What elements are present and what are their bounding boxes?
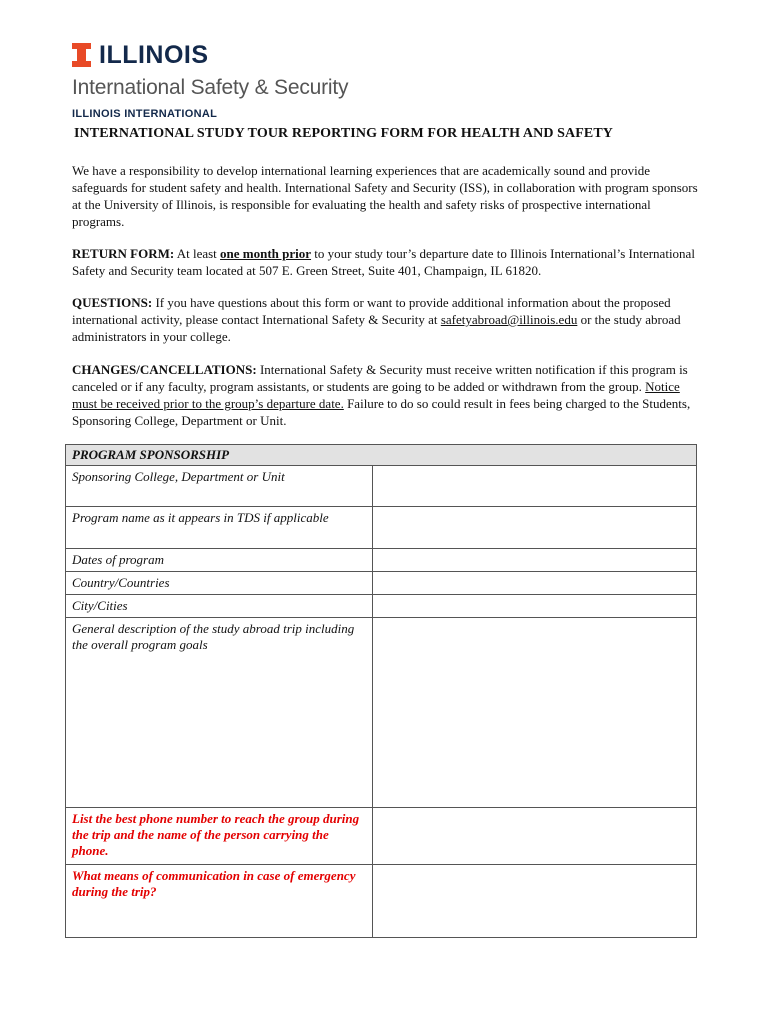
field-label: Sponsoring College, Department or Unit — [66, 466, 373, 507]
phone-contact-field[interactable] — [373, 808, 697, 865]
program-description-field[interactable] — [373, 618, 697, 808]
changes-text-a: International Safety & Security must receive written notification if this program is canceled or if any faculty, program assistants, or students are going to be added or withdrawn from the group. — [72, 362, 688, 394]
table-row — [66, 572, 697, 595]
field-label: Country/Countries — [66, 572, 373, 595]
program-name-field[interactable] — [373, 507, 697, 549]
program-dates-field[interactable] — [373, 549, 697, 572]
field-label: Program name as it appears in TDS if applicable — [66, 507, 373, 549]
field-label: What means of communication in case of emergency during the trip? — [66, 865, 373, 938]
table-row — [66, 466, 697, 507]
table-row — [66, 549, 697, 572]
cities-field[interactable] — [373, 595, 697, 618]
sponsoring-unit-field[interactable] — [373, 466, 697, 507]
questions-label: QUESTIONS: — [72, 295, 153, 310]
questions-text-a: If you have questions about this form or want to provide additional information about the proposed international activity, please contact International Safety & Security at — [72, 295, 671, 327]
section-header: PROGRAM SPONSORSHIP — [66, 445, 697, 466]
form-title: INTERNATIONAL STUDY TOUR REPORTING FORM FOR HEALTH AND SAFETY — [74, 126, 613, 141]
org-name: ILLINOIS INTERNATIONAL — [72, 108, 218, 120]
unit-name: International Safety & Security — [72, 76, 349, 99]
return-form-label: RETURN FORM: — [72, 246, 175, 261]
illinois-logo — [72, 42, 348, 120]
intro-paragraph: We have a responsibility to develop international learning experiences that are academically sound and provide safeguards for student safety and health. International Safety and Security (ISS), in collaboration with program sponsors at the University of Illinois, is responsible for evaluating the health and safety risks of prospective international programs. — [72, 163, 698, 229]
questions-paragraph — [72, 294, 700, 345]
notice-underlined: Notice must be received prior to the group’s departure date. — [72, 379, 680, 411]
table-row — [66, 865, 697, 938]
return-form-paragraph — [72, 245, 700, 279]
field-label: City/Cities — [66, 595, 373, 618]
return-form-text-b: to your study tour’s departure date to Illinois International’s International Safety and Security team located at 507 E. Green Street, Suite 401, Champaign, IL 61820. — [72, 246, 695, 278]
countries-field[interactable] — [373, 572, 697, 595]
email-link[interactable]: safetyabroad@illinois.edu — [440, 312, 578, 327]
table-row — [66, 595, 697, 618]
field-label: General description of the study abroad trip including the overall program goals — [66, 618, 373, 808]
changes-paragraph — [72, 361, 700, 429]
return-form-text-a: At least — [174, 246, 221, 261]
table-row — [66, 507, 697, 549]
one-month-prior-emphasis: one month prior — [220, 246, 312, 261]
table-row — [66, 618, 697, 808]
changes-label: CHANGES/CANCELLATIONS: — [72, 362, 257, 377]
program-sponsorship-table — [65, 444, 697, 938]
questions-text-b: or the study abroad administrators in your college. — [72, 312, 681, 344]
logo-wordmark: ILLINOIS — [99, 41, 209, 69]
table-row — [66, 808, 697, 865]
changes-text-b: Failure to do so could result in fees being charged to the Students, Sponsoring College, Department or Unit. — [72, 396, 691, 428]
field-label: Dates of program — [66, 549, 373, 572]
field-label: List the best phone number to reach the group during the trip and the name of the person carrying the phone. — [66, 808, 373, 865]
emergency-communication-field[interactable] — [373, 865, 697, 938]
block-i-icon — [72, 43, 91, 67]
